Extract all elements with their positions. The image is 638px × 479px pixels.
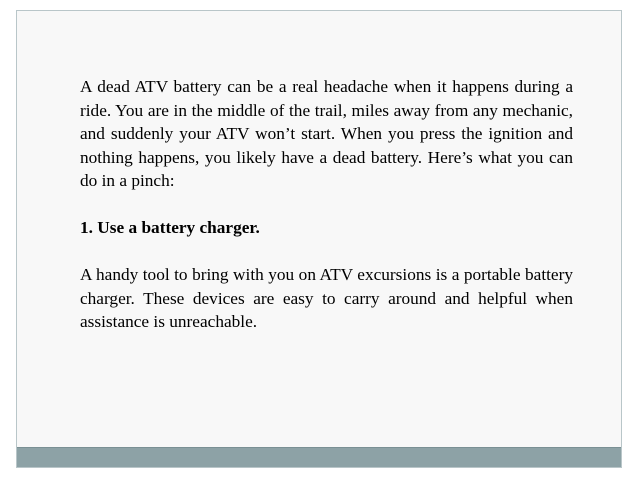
footer-bar: [17, 447, 621, 467]
paragraph-spacer: [80, 193, 573, 217]
slide: [16, 10, 622, 468]
intro-paragraph: A dead ATV battery can be a real headache when it happens during a ride. You are in the middle of the trail, miles away from any mechanic, and suddenly your ATV won’t start. When you press the ignition and nothing happens, you likely have a dead battery. Here’s what you can do in a pinch:: [80, 77, 573, 190]
slide-body: [80, 75, 573, 334]
section-heading: 1. Use a battery charger.: [80, 218, 260, 237]
paragraph-spacer: [80, 240, 573, 264]
section-paragraph: A handy tool to bring with you on ATV excursions is a portable battery charger. These devices are easy to carry around and helpful when assistance is unreachable.: [80, 265, 573, 331]
